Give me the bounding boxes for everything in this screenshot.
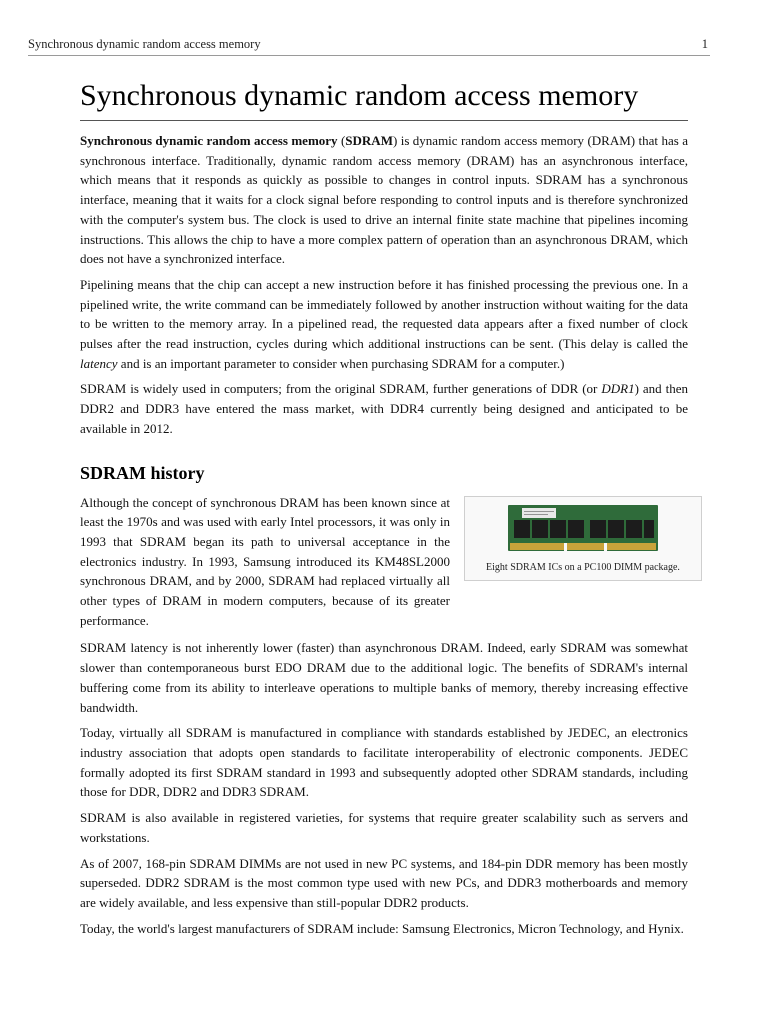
usage-before: SDRAM is widely used in computers; from the original SDRAM, further generations of DDR (or [80, 381, 602, 397]
intro-bold-abbr: SDRAM [345, 133, 393, 148]
page-title: Synchronous dynamic random access memory [80, 78, 688, 121]
article-body [80, 78, 688, 944]
intro-bold-term: Synchronous dynamic random access memory [80, 133, 338, 148]
history-paragraph-1: Although the concept of synchronous DRAM has been known since at least the 1970s and was used with early Intel processors, it was only in 1993 that SDRAM began its path to universal acceptance in the electronics industry. In 1993, Samsung introduced its KM48SL2000 synchronous DRAM, and by 2000, SDRAM had replaced virtually all other types of DRAM in modern computers, because of its greater performance. [80, 494, 450, 628]
dimm-chip [532, 520, 548, 538]
pipelining-after: and is an important parameter to consider when purchasing SDRAM for a computer.) [117, 355, 565, 371]
dimm-gold-contacts [510, 543, 656, 550]
dimm-chip [644, 520, 654, 538]
history-paragraph-5: As of 2007, 168-pin SDRAM DIMMs are not used in new PC systems, and 184-pin DDR memory has been mostly superseded. DDR2 SDRAM is the most common type used with new PCs, and DDR3 motherboards and memory are widely available, and less expensive than still-popular DDR2 products. [80, 855, 688, 910]
running-title: Synchronous dynamic random access memory [28, 37, 261, 51]
pipelining-paragraph [80, 275, 688, 374]
intro-paragraph [80, 131, 688, 269]
dimm-key-notch [564, 543, 567, 551]
pipelining-before: Pipelining means that the chip can accept a new instruction before it has finished processing the previous one. In a pipelined write, the write command can be immediately followed by another instruction without waiting for the data to be written to the memory array. In a pipelined read, the requested data appears after a fixed number of clock pulses after the read instruction, cycles during which additional instructions can be sent. (This delay is called the [80, 276, 688, 352]
figure-caption: Eight SDRAM ICs on a PC100 DIMM package. [486, 561, 680, 573]
dimm-key-notch [604, 543, 607, 551]
section-heading-history: SDRAM history [80, 462, 205, 483]
history-paragraph-6: Today, the world's largest manufacturers of SDRAM include: Samsung Electronics, Micron Technology, and Hynix. [80, 920, 684, 936]
history-paragraph-4: SDRAM is also available in registered varieties, for systems that require greater scalability such as servers and workstations. [80, 810, 688, 845]
dimm-figure [464, 496, 702, 581]
latency-link[interactable]: latency [80, 355, 118, 371]
dimm-chip [514, 520, 530, 538]
running-header [28, 37, 710, 56]
dimm-label-sticker [522, 508, 556, 518]
dimm-chip [550, 520, 566, 538]
history-paragraph-2: SDRAM latency is not inherently lower (faster) than asynchronous DRAM. Indeed, early SDRAM was somewhat slower than contemporaneous burst EDO DRAM due to the additional logic. The benefits of SDRAM's internal buffering come from its ability to interleave operations to multiple banks of memory, thereby increasing effective bandwidth. [80, 640, 688, 715]
history-intro-block [80, 493, 688, 631]
intro-open-paren: ( [337, 133, 346, 148]
ddr1-link[interactable]: DDR1 [601, 381, 635, 397]
history-paragraph-3: Today, virtually all SDRAM is manufactured in compliance with standards established by JEDEC, an electronics industry association that adopts open standards to facilitate interoperability of electronic components. JEDEC formally adopted its first SDRAM standard in 1993 and subsequently adopted other SDRAM standards, including those for DDR, DDR2 and DDR3 SDRAM. [80, 725, 688, 800]
usage-after: ) and then DDR2 and DDR3 have entered the mass market, with DDR4 currently being designed and anticipated to be available in 2012. [80, 381, 689, 436]
dimm-module-image[interactable] [508, 503, 658, 557]
intro-rest: ) is dynamic random access memory (DRAM) that has a synchronous interface. Traditionally, dynamic random access memory (DRAM) has an asynchronous interface, which means that it responds as quickly as possible to changes in control inputs. SDRAM has a synchronous interface, meaning that it waits for a clock signal before responding to control inputs and is therefore synchronized with the computer's system bus. The clock is used to drive an internal finite state machine that pipelines incoming instructions. This allows the chip to have a more complex pattern of operation than an asynchronous DRAM, which does not have a synchronized interface. [80, 133, 688, 267]
usage-paragraph [80, 379, 688, 438]
dimm-chip [608, 520, 624, 538]
page-number: 1 [701, 37, 708, 51]
dimm-chip [590, 520, 606, 538]
dimm-chip [568, 520, 584, 538]
dimm-chip [626, 520, 642, 538]
